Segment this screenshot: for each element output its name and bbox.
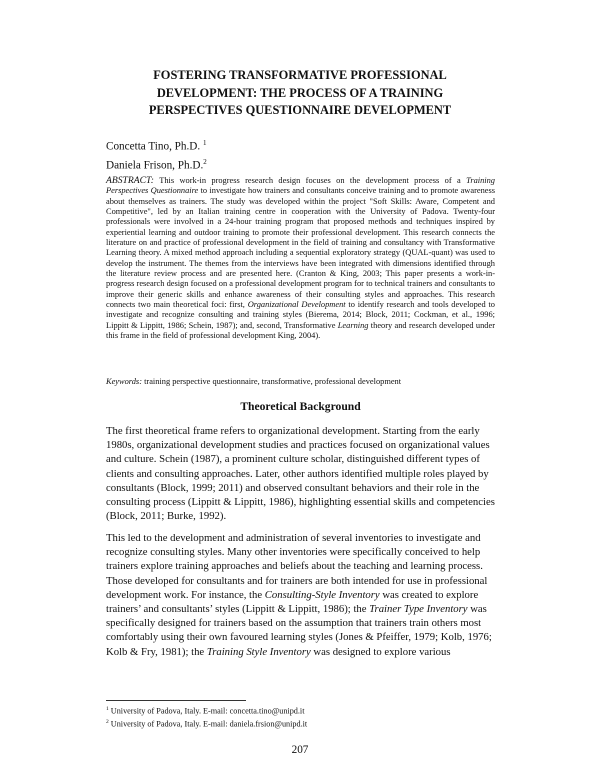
author-1 — [106, 136, 207, 155]
title-line-2: DEVELOPMENT: THE PROCESS OF A TRAINING — [156, 85, 444, 100]
body-paragraph-2 — [106, 531, 495, 659]
keywords — [106, 377, 495, 387]
keywords-label: Keywords: — [106, 377, 142, 386]
section-heading: Theoretical Background — [240, 400, 361, 413]
footnote-divider — [106, 700, 246, 701]
author-footnote-marker: 1 — [202, 139, 207, 147]
paragraph-text: was designed to explore various — [310, 645, 451, 658]
paragraph-text: was specifically designed for trainers based on the assumption that trainers train others most comfortably using their own favoured learning styles (Jones & Pfeiffer, 1979; Kolb, 1976; Kolb & Fry, 1981); the — [106, 603, 492, 658]
inventory-name: Training Style Inventory — [206, 645, 311, 658]
abstract — [106, 176, 495, 342]
author-name: Daniela Frison, Ph.D. — [106, 159, 204, 172]
paragraph-text: This led to the development and administration of several inventories to investigate and recognize consulting styles. Many other inventories were specifically conceived to help trainers explore training approaches and beliefs about the teaching and learning process. Those developed for consultants and for trainers are both intended for use in professional development work. For instance, the — [106, 532, 488, 601]
footnote-text: University of Padova, Italy. E-mail: concetta.tino@unipd.it — [108, 706, 305, 716]
abstract-text: to identify research and tools developed to investigate and recognize consulting and training styles (Bierema, 2014; Block, 2011; Cockman, et al., 1996; Lippitt & Lippitt, 1986; Schein, 1987); and, second, Transformative — [106, 300, 495, 330]
body-paragraph-1: The first theoretical frame refers to organizational development. Starting from the early 1980s, organizational development studies and practices focused on organizational values and culture. Schein (1987), a prominent culture scholar, distinguished different types of clients and consulting approaches. Later, other authors identified multiple roles played by consultants (Block, 1999; 2011) and observed consultant behaviors and their role in the consulting process (Lippitt & Lippitt, 1986), highlighting essential skills and competencies (Block, 2011; Burke, 1992). — [106, 425, 495, 523]
inventory-name: Trainer Type Inventory — [369, 603, 468, 616]
keywords-text: training perspective questionnaire, transformative, professional development — [141, 377, 402, 386]
footnotes — [106, 704, 495, 730]
abstract-text: This work-in progress research design focuses on the development process of a — [153, 176, 467, 185]
paragraph-text: was created to explore trainers’ and consultants’ styles (Lippitt & Lippitt, 1986); the — [106, 588, 479, 616]
abstract-text: to investigate how trainers and consultants conceive training and to promote awareness about themselves as trainers. The study was developed within the project "Soft Skills: Aware, Competent and Competitive", led by an Italian training centre in cooperation with the University of Padova. Twenty-four professionals were involved in a 24-hour training program that proposed methods and techniques inspired by experiential learning and outdoor training to promote their professional development. This research connects the literature on and practice of professional development in the field of training and consultancy with Transformative Learning theory. A mixed method approach including a sequential exploratory strategy (QUAL-quant) was used to develop the instrument. The themes from the interviews have been integrated with dimensions identified through the literature review process and are presented here. (Cranton & King, 2003; This paper presents a work-in-progress research design focused on a professional development program for to technical trainers and consultants to improve their generic skills and enhance awareness of their consulting styles and approaches. This research connects two main theoretical foci: first, — [106, 186, 496, 310]
footnote-marker: 2 — [106, 718, 109, 725]
author-footnote-marker: 2 — [203, 157, 207, 166]
footnote-marker: 1 — [106, 706, 109, 712]
paper-title — [108, 67, 492, 120]
author-2 — [106, 155, 207, 174]
footnote-2 — [106, 717, 495, 730]
abstract-text: theory and research developed under this frame in the field of professional development King, 2004). — [106, 320, 495, 341]
footnote-1 — [106, 704, 495, 717]
abstract-label: ABSTRACT: — [106, 175, 154, 186]
abstract-italic: Organizational Development — [247, 300, 346, 310]
abstract-italic: Learning — [337, 320, 369, 330]
author-name: Concetta Tino, Ph.D. — [106, 140, 201, 153]
author-list — [106, 136, 207, 173]
title-line-1: FOSTERING TRANSFORMATIVE PROFESSIONAL — [153, 68, 447, 82]
page-number: 207 — [291, 744, 309, 756]
title-line-3: PERSPECTIVES QUESTIONNAIRE DEVELOPMENT — [148, 103, 452, 117]
abstract-italic: Training Perspectives Questionnaire — [106, 176, 495, 196]
footnote-text: University of Padova, Italy. E-mail: daniela.frsion@unipd.it — [108, 719, 308, 729]
inventory-name: Consulting-Style Inventory — [264, 588, 380, 601]
